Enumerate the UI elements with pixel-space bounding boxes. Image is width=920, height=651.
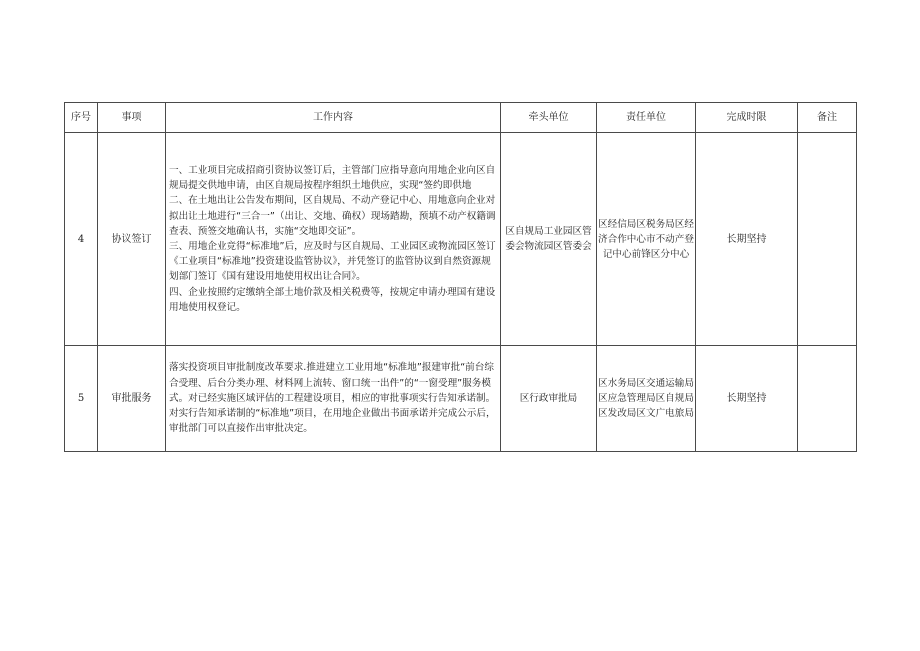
row-item: 审批服务 [98, 346, 166, 452]
row-item: 协议签订 [98, 133, 166, 346]
row-responsible: 区水务局区交通运输局区应急管理局区自规局区发改局区文广电旅局 [597, 346, 696, 452]
row-deadline: 长期坚持 [696, 346, 798, 452]
header-content: 工作内容 [166, 103, 501, 133]
content-paragraph: 二、在土地出让公告发布期间，区自规局、不动产登记中心、用地意向企业对拟出让土地进行“三合一”（出让、交地、确权）现场踏勘，预填不动产权籍调查表、预签交地确认书，实施“交地即交证”。 [169, 195, 496, 237]
row-content [166, 346, 501, 452]
row-deadline: 长期坚持 [696, 133, 798, 346]
row-responsible: 区经信局区税务局区经济合作中心市不动产登记中心前锋区分中心 [597, 133, 696, 346]
content-paragraph: 四、企业按照约定缴纳全部土地价款及相关税费等，按规定申请办理国有建设用地使用权登记。 [169, 286, 496, 313]
content-paragraph: 三、用地企业竞得“标准地”后，应及时与区自规局、工业园区或物流园区签订《工业项目“标准地”投资建设监管协议》，并凭签订的监管协议到自然资源规划部门签订《国有建设用地使用权出让合同》。 [169, 241, 496, 283]
row-content [166, 133, 501, 346]
row-lead: 区自规局工业园区管委会物流园区管委会 [501, 133, 597, 346]
content-paragraph: 一、工业项目完成招商引资协议签订后，主管部门应指导意向用地企业向区自规局提交供地申请，由区自规局按程序组织土地供应，实现“签约即供地 [169, 164, 496, 192]
row-remark [798, 346, 857, 452]
header-row [65, 103, 857, 133]
table-row [65, 346, 857, 452]
header-remark: 备注 [798, 103, 857, 133]
row-no: 5 [65, 346, 98, 452]
header-responsible: 责任单位 [597, 103, 696, 133]
header-lead: 牵头单位 [501, 103, 597, 133]
row-no: 4 [65, 133, 98, 346]
header-no: 序号 [65, 103, 98, 133]
header-deadline: 完成时限 [696, 103, 798, 133]
content-paragraph: 落实投资项目审批制度改革要求.推进建立工业用地“标准地”报建审批“前台综合受理、后台分类办理、材料网上流转、窗口统一出件”的“一窗受理”服务模式。对已经实施区域评估的工程建设项目，相应的审批事项实行告知承诺制。对实行告知承诺制的“标准地”项目，在用地企业做出书面承诺并完成公示后，审批部门可以直接作出审批决定。 [169, 362, 496, 435]
table-row [65, 133, 857, 346]
row-remark [798, 133, 857, 346]
header-item: 事项 [98, 103, 166, 133]
work-table [64, 102, 857, 452]
row-lead: 区行政审批局 [501, 346, 597, 452]
